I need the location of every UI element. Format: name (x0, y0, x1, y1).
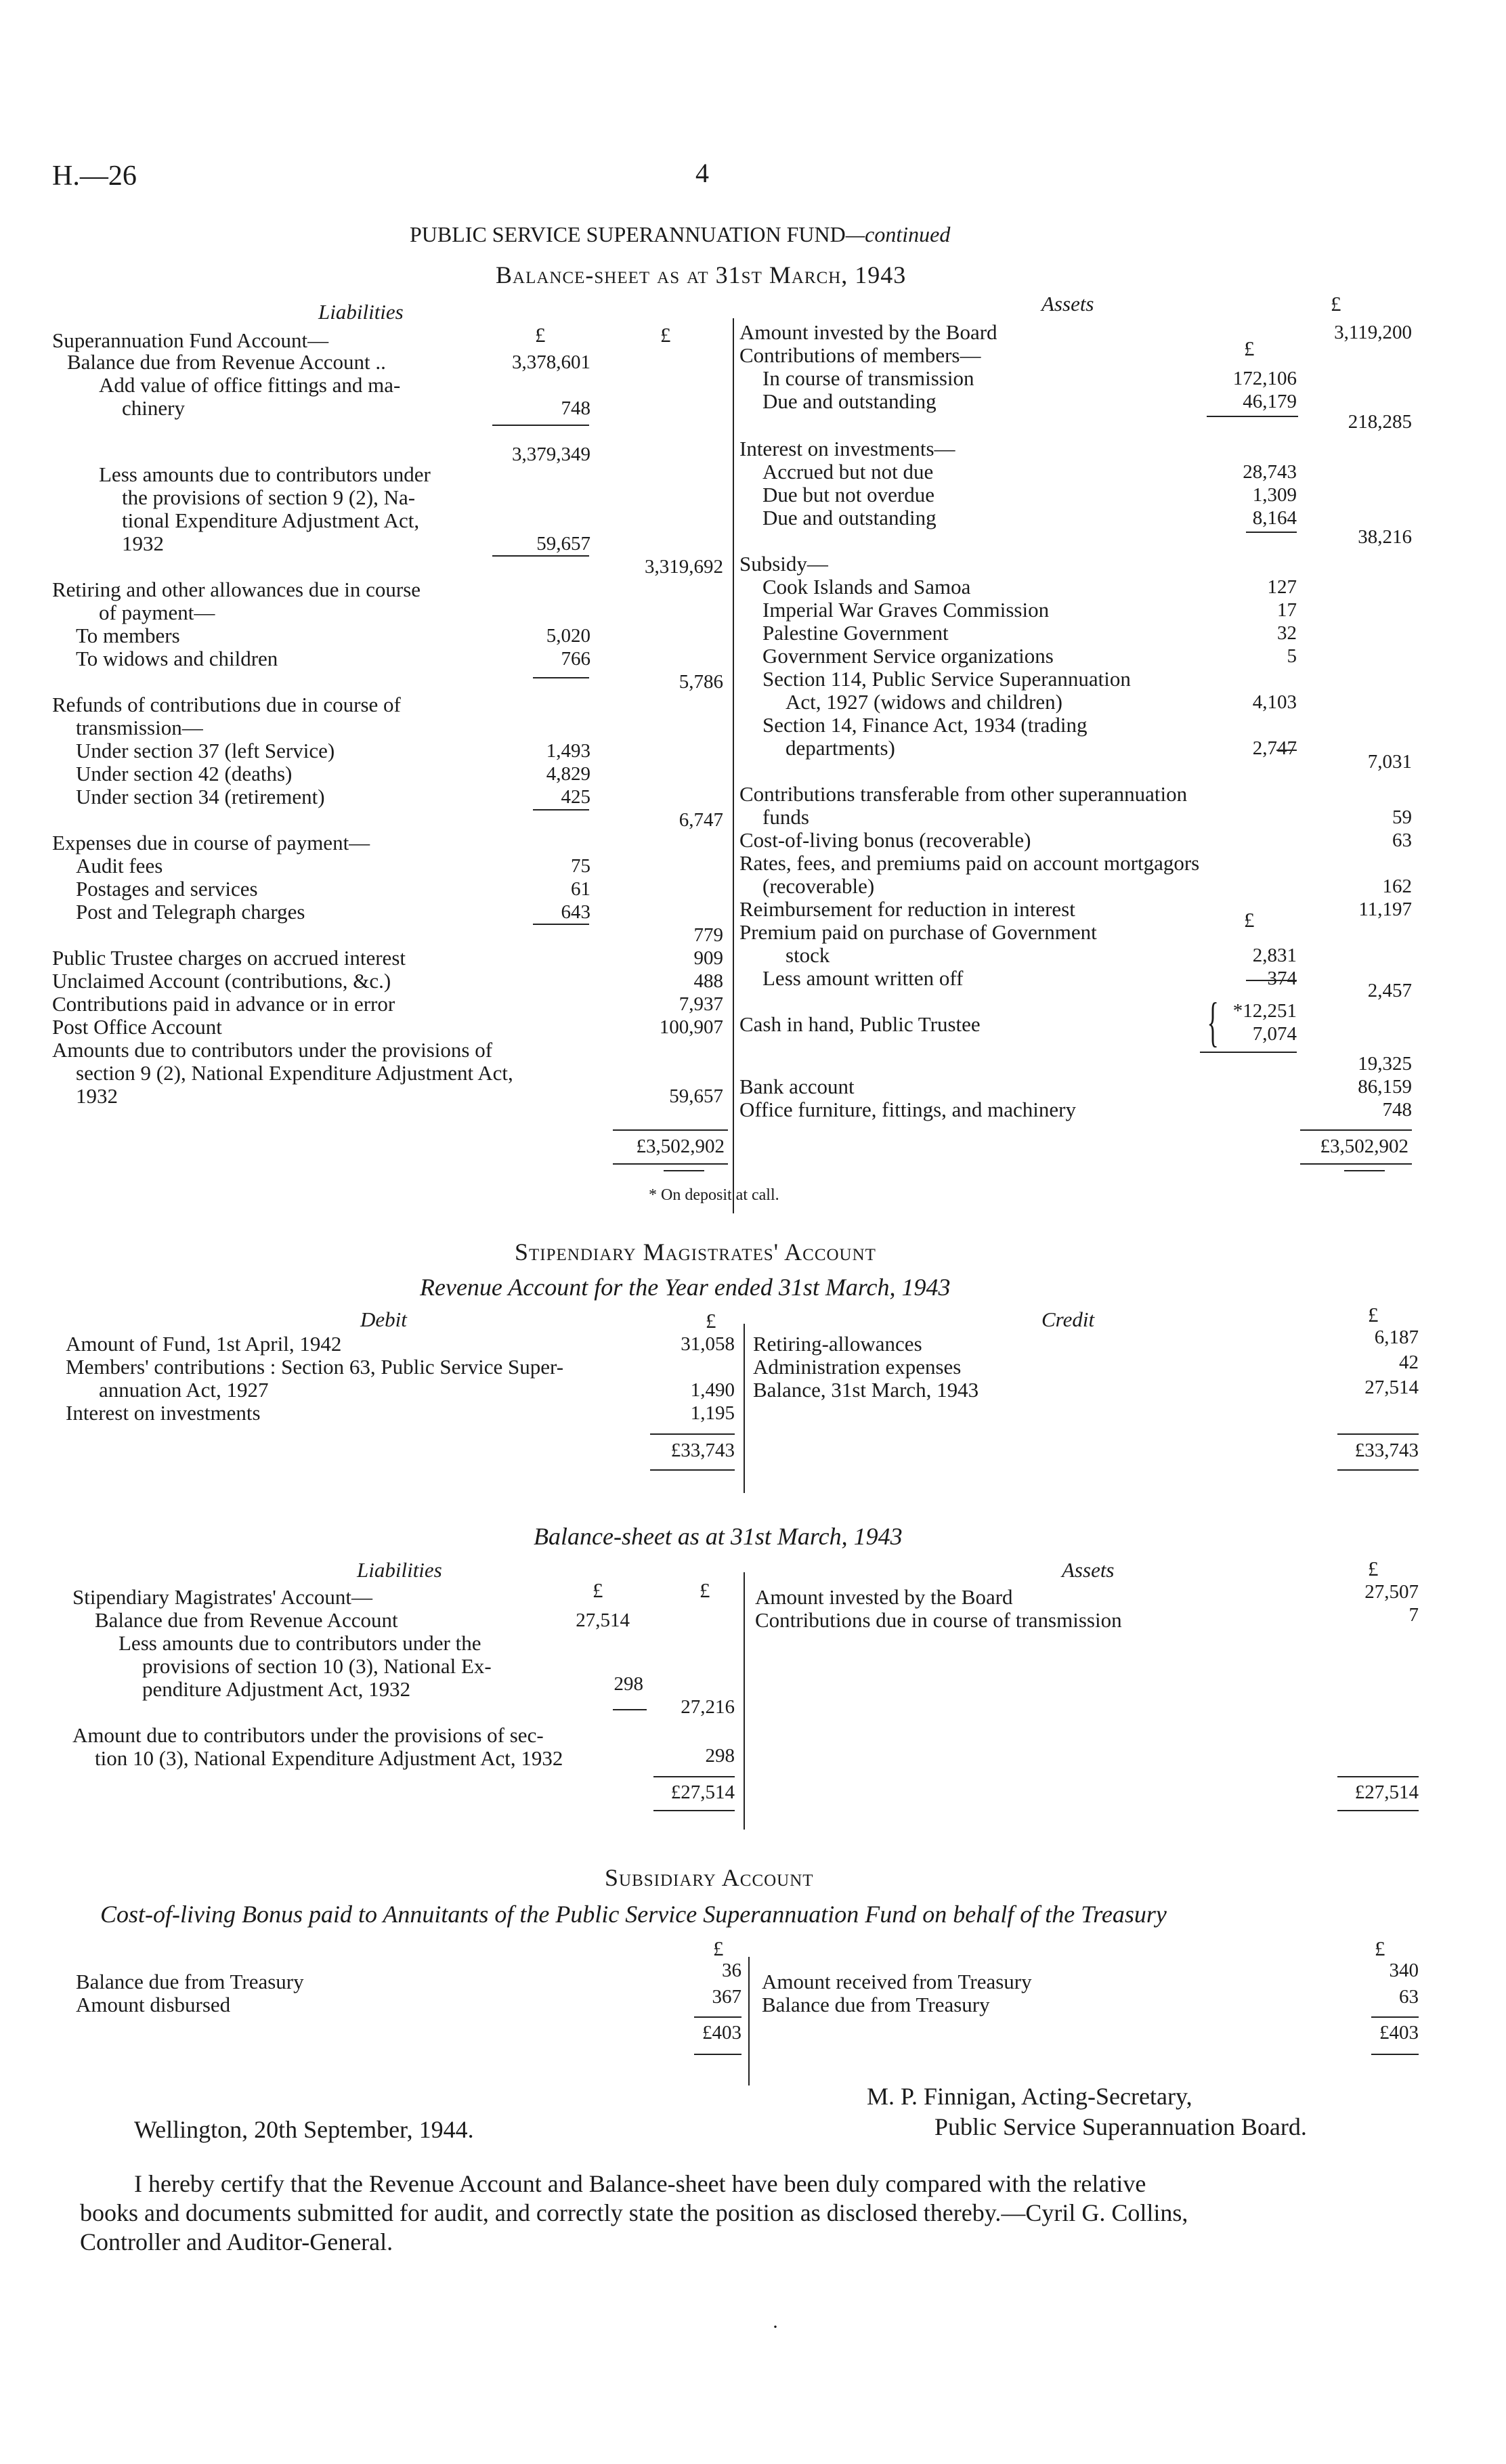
bs1-asset-value: 374 (1267, 968, 1297, 989)
bs1-asset-label: Due but not overdue (762, 483, 934, 506)
stip-credit-value: 6,187 (1374, 1326, 1419, 1348)
bs1-asset-label: Subsidy— (739, 552, 828, 576)
bs1-liability-label: Less amounts due to contributors under (99, 462, 431, 486)
bs1-liabilities-heading: Liabilities (318, 300, 404, 324)
bs1-asset-total-value: 38,216 (1358, 526, 1412, 548)
bs1-liability-total-value: 6,747 (679, 809, 723, 831)
bs1-liability-label: chinery (122, 396, 185, 420)
bs1-asset-total-value: 748 (1382, 1099, 1412, 1121)
bs2-liability-label: penditure Adjustment Act, 1932 (142, 1677, 411, 1701)
rule (533, 809, 589, 810)
bs2-assets-pound: £ (1368, 1557, 1379, 1580)
bs1-asset-label: Amount invested by the Board (739, 320, 997, 344)
bs1-asset-label: Act, 1927 (widows and children) (786, 690, 1062, 714)
bs2-title: Balance-sheet as at 31st March, 1943 (534, 1523, 903, 1550)
bs1-liability-label: the provisions of section 9 (2), Na- (122, 485, 416, 509)
bs2-liability-value: 298 (614, 1673, 643, 1695)
printer-dot: · (772, 2316, 779, 2338)
bs1-asset-value: 28,743 (1243, 461, 1297, 483)
rule (1337, 1776, 1419, 1777)
bs2-liability-label: provisions of section 10 (3), National Ex- (142, 1654, 492, 1678)
fund-title-text: PUBLIC SERVICE SUPERANNUATION FUND (410, 222, 846, 246)
stip-credit-heading: Credit (1041, 1307, 1095, 1331)
bs1-liab-pound-col1: £ (535, 323, 546, 347)
bs1-liabilities-total: £3,502,902 (636, 1136, 725, 1157)
bs1-asset-label: Accrued but not due (762, 460, 934, 483)
bs1-asset-value: 17 (1277, 599, 1297, 621)
bs1-liability-total-value: 909 (693, 947, 723, 969)
stip-debit-value: 1,195 (690, 1402, 735, 1424)
bs1-asset-label: Contributions transferable from other superannuation (739, 782, 1188, 806)
bs1-asset-total-value: 59 (1392, 806, 1412, 828)
stip-revenue-title: Revenue Account for the Year ended 31st March, 1943 (420, 1274, 951, 1301)
bs1-liability-label: To widows and children (76, 647, 278, 670)
bs1-liability-label: Postages and services (76, 877, 258, 901)
fund-title-suffix: —continued (845, 222, 951, 246)
bs1-liability-label: Retiring and other allowances due in course (52, 578, 421, 601)
bs1-center-divider (733, 318, 734, 1213)
stip-debit-pound: £ (706, 1309, 716, 1333)
bs1-asset-total-value: 2,457 (1367, 980, 1412, 1001)
bs1-liability-total-value: 779 (693, 924, 723, 946)
bs1-liability-value: 643 (561, 901, 590, 923)
subs-title: Subsidiary Account (605, 1864, 814, 1891)
bs1-asset-value: 46,179 (1243, 391, 1297, 412)
signatory-organization: Public Service Superannuation Board. (934, 2113, 1307, 2140)
bs1-assets-pound-col1b: £ (1244, 908, 1255, 932)
bs1-liability-value: 3,378,601 (512, 351, 590, 373)
rule (664, 1170, 704, 1171)
stip-debit-heading: Debit (360, 1307, 407, 1331)
brace-icon: { (1207, 993, 1219, 1052)
bs1-asset-label: Due and outstanding (762, 389, 937, 413)
bs2-assets-total: £27,514 (1354, 1781, 1419, 1803)
bs1-liability-label: Unclaimed Account (contributions, &c.) (52, 969, 391, 993)
bs1-liability-label: Refunds of contributions due in course of (52, 693, 401, 716)
subs-left-pound: £ (713, 1937, 724, 1960)
bs1-liability-value: 5,020 (546, 625, 590, 647)
bs2-liability-value: 27,216 (681, 1696, 735, 1718)
bs1-asset-label: (recoverable) (762, 874, 875, 898)
stip-title: Stipendiary Magistrates' Account (515, 1238, 876, 1266)
bs1-liability-label: Add value of office fittings and ma- (99, 373, 401, 397)
subs-left-value: 367 (712, 1986, 741, 2008)
stip-debit-label: Members' contributions : Section 63, Public Service Super- (66, 1355, 564, 1379)
rule (1337, 1810, 1419, 1811)
fund-title (410, 222, 950, 247)
stip-debit-value: 31,058 (681, 1333, 735, 1355)
bs2-assets-heading: Assets (1062, 1558, 1115, 1582)
bs1-asset-value: 172,106 (1232, 368, 1297, 389)
stip-debit-label: Amount of Fund, 1st April, 1942 (66, 1332, 342, 1356)
subs-divider (748, 1957, 750, 2085)
bs2-asset-label: Contributions due in course of transmission (755, 1608, 1122, 1632)
certificate-line-1: I hereby certify that the Revenue Account and Balance-sheet have been duly compared with the relative (134, 2170, 1146, 2197)
bs1-asset-total-value: 3,119,200 (1334, 322, 1412, 343)
bs1-asset-total-value: 162 (1382, 876, 1412, 897)
bs1-asset-total-value: 218,285 (1348, 411, 1412, 433)
subs-right-value: 340 (1389, 1960, 1419, 1981)
bs1-asset-label: Bank account (739, 1075, 855, 1098)
bs1-asset-label: Cost-of-living bonus (recoverable) (739, 828, 1031, 852)
bs1-asset-total-value: 19,325 (1358, 1053, 1412, 1075)
bs1-liability-value: 1,493 (546, 740, 590, 762)
stip-credit-label: Retiring-allowances (753, 1332, 922, 1356)
bs1-asset-label: Cash in hand, Public Trustee (739, 1012, 981, 1036)
bs1-liability-label: Under section 37 (left Service) (76, 739, 335, 762)
bs1-liability-value: 75 (571, 855, 590, 877)
bs1-liability-label: Under section 34 (retirement) (76, 785, 325, 808)
subs-left-label: Amount disbursed (76, 1993, 231, 2016)
certificate-line-2: books and documents submitted for audit, and correctly state the position as disclosed thereby.—Cyril G. Collins, (80, 2199, 1188, 2226)
bs1-liability-total-value: 7,937 (679, 993, 723, 1015)
certificate-line-3: Controller and Auditor-General. (80, 2228, 393, 2255)
bs1-asset-total-value: 86,159 (1358, 1076, 1412, 1098)
rule (1300, 1129, 1412, 1131)
bs1-liability-value: 59,657 (536, 533, 590, 555)
place-and-date: Wellington, 20th September, 1944. (134, 2116, 474, 2143)
bs1-asset-label: Imperial War Graves Commission (762, 598, 1050, 622)
bs2-liability-label: Balance due from Revenue Account (95, 1608, 398, 1632)
rule (1246, 532, 1297, 533)
bs1-asset-label: Rates, fees, and premiums paid on account mortgagors (739, 851, 1200, 875)
bs1-liability-label: Superannuation Fund Account— (52, 328, 329, 352)
bs1-liability-label: Contributions paid in advance or in error (52, 992, 395, 1016)
bs1-asset-label: Premium paid on purchase of Government (739, 920, 1097, 944)
rule (653, 1776, 735, 1777)
bs1-asset-total-value: 63 (1392, 829, 1412, 851)
bs1-asset-label: In course of transmission (762, 366, 974, 390)
subs-left-label: Balance due from Treasury (76, 1970, 304, 1993)
bs1-asset-total-value: 7,031 (1367, 751, 1412, 773)
subs-left-value: 36 (722, 1960, 741, 1981)
bs1-asset-label: departments) (786, 736, 895, 760)
stip-credit-total: £33,743 (1354, 1440, 1419, 1461)
bs1-liability-label: Post Office Account (52, 1015, 222, 1039)
bs1-asset-label: stock (786, 943, 830, 967)
bs1-liability-total-value: 59,657 (669, 1085, 723, 1107)
bs2-liability-label: Less amounts due to contributors under the (119, 1631, 481, 1655)
rule (650, 1433, 735, 1435)
bs1-liability-label: tional Expenditure Adjustment Act, (122, 509, 420, 532)
rule (1337, 1433, 1419, 1435)
stip-debit-value: 1,490 (690, 1379, 735, 1401)
stip-credit-label: Balance, 31st March, 1943 (753, 1378, 979, 1402)
bs1-liability-total-value: 488 (693, 970, 723, 992)
bs1-assets-total: £3,502,902 (1320, 1136, 1408, 1157)
bs1-asset-value: 7,074 (1252, 1023, 1297, 1045)
rule (650, 1469, 735, 1471)
subs-right-pound: £ (1375, 1937, 1385, 1960)
subs-subtitle: Cost-of-living Bonus paid to Annuitants of the Public Service Superannuation Fund on behalf of the Treasury (100, 1901, 1167, 1928)
rule (694, 2054, 741, 2055)
bs2-liabilities-total: £27,514 (670, 1781, 735, 1803)
rule (653, 1810, 735, 1811)
bs1-assets-pound-col1: £ (1244, 337, 1255, 360)
bs1-liability-label: Audit fees (76, 854, 163, 878)
stip-credit-value: 27,514 (1364, 1377, 1419, 1398)
bs1-liability-value: 766 (561, 648, 590, 670)
subs-right-label: Balance due from Treasury (762, 1993, 990, 2016)
bs1-liability-label: of payment— (99, 601, 215, 624)
bs1-asset-label: Section 114, Public Service Superannuation (762, 667, 1131, 691)
bs1-liability-value: 425 (561, 786, 590, 808)
signatory-name: M. P. Finnigan, Acting-Secretary, (867, 2083, 1192, 2110)
bs1-footnote: * On deposit at call. (649, 1186, 779, 1204)
bs2-asset-value: 27,507 (1364, 1581, 1419, 1603)
rule (1246, 980, 1297, 981)
rule (492, 555, 589, 557)
bs1-asset-value: 2,831 (1252, 945, 1297, 966)
subs-right-value: 63 (1399, 1986, 1419, 2008)
bs1-liability-total-value: 100,907 (659, 1016, 723, 1038)
rule (1207, 416, 1298, 417)
bs1-asset-value: 127 (1267, 576, 1297, 598)
rule (1300, 1163, 1412, 1165)
bs2-liab-pound2: £ (700, 1578, 710, 1602)
bs1-asset-label: Reimbursement for reduction in interest (739, 897, 1075, 921)
stip-debit-total: £33,743 (670, 1440, 735, 1461)
bs1-asset-value: 8,164 (1252, 507, 1297, 529)
bs1-asset-value: *12,251 (1232, 1000, 1297, 1022)
rule (1371, 2054, 1419, 2055)
bs1-asset-label: Contributions of members— (739, 343, 981, 367)
bs2-liab-pound1: £ (593, 1578, 603, 1602)
bs1-liability-total-value: 3,319,692 (645, 556, 723, 578)
bs1-liability-value: 61 (571, 878, 590, 900)
rule (613, 1163, 728, 1165)
bs1-assets-heading: Assets (1041, 292, 1094, 316)
rule (492, 425, 589, 426)
bs2-divider (744, 1572, 745, 1830)
rule (1200, 1052, 1297, 1053)
bs1-asset-label: Section 14, Finance Act, 1934 (trading (762, 713, 1088, 737)
page-number: 4 (695, 158, 709, 188)
bs1-asset-label: funds (762, 805, 809, 829)
report-reference: H.—26 (52, 160, 137, 192)
bs1-asset-value: 1,309 (1252, 484, 1297, 506)
bs2-liability-value: 298 (705, 1745, 735, 1767)
bs1-liability-value: 3,379,349 (512, 444, 590, 465)
bs1-asset-label: Palestine Government (762, 621, 949, 645)
bs1-asset-label: Interest on investments— (739, 437, 955, 460)
bs2-asset-label: Amount invested by the Board (755, 1585, 1013, 1609)
bs1-liability-value: 4,829 (546, 763, 590, 785)
bs2-liabilities-heading: Liabilities (357, 1558, 442, 1582)
bs1-asset-label: Less amount written off (762, 966, 964, 990)
bs1-liability-value: 748 (561, 397, 590, 419)
bs1-liability-label: section 9 (2), National Expenditure Adjustment Act, (76, 1061, 513, 1085)
rule (613, 1709, 647, 1710)
rule (1371, 2016, 1419, 2018)
bs1-liability-label: 1932 (122, 532, 164, 555)
bs1-liability-label: Public Trustee charges on accrued interest (52, 946, 406, 970)
rule (1337, 1469, 1419, 1471)
bs1-liability-label: transmission— (76, 716, 203, 739)
stip-debit-label: annuation Act, 1927 (99, 1378, 269, 1402)
bs1-asset-label: Office furniture, fittings, and machinery (739, 1098, 1076, 1121)
rule (533, 924, 589, 925)
subs-right-label: Amount received from Treasury (762, 1970, 1032, 1993)
bs1-liability-label: Post and Telegraph charges (76, 900, 305, 924)
rule (533, 677, 589, 678)
bs2-liability-label: Amount due to contributors under the provisions of sec- (72, 1723, 544, 1747)
bs1-asset-value: 2,747 (1252, 737, 1297, 759)
bs1-liab-pound-col2: £ (660, 323, 671, 347)
bs1-asset-value: 4,103 (1252, 691, 1297, 713)
bs1-liability-label: To members (76, 624, 180, 647)
rule (1344, 1170, 1385, 1171)
bs1-asset-label: Cook Islands and Samoa (762, 575, 971, 599)
bs2-liability-value: 27,514 (576, 1609, 630, 1631)
bs1-liability-label: Amounts due to contributors under the provisions of (52, 1038, 493, 1062)
bs1-liability-label: 1932 (76, 1084, 118, 1108)
bs1-asset-value: 32 (1277, 622, 1297, 644)
bs1-asset-label: Government Service organizations (762, 644, 1054, 668)
stip-divider (744, 1324, 745, 1493)
stip-credit-value: 42 (1399, 1352, 1419, 1373)
bs1-liability-total-value: 5,786 (679, 671, 723, 693)
subs-left-total: £403 (702, 2022, 741, 2044)
stip-credit-pound: £ (1368, 1303, 1379, 1326)
bs1-liability-label: Balance due from Revenue Account .. (67, 350, 386, 374)
rule (613, 1129, 728, 1131)
rule (1276, 750, 1297, 751)
stip-debit-label: Interest on investments (66, 1401, 261, 1425)
subs-right-total: £403 (1379, 2022, 1419, 2044)
bs1-asset-total-value: 11,197 (1358, 899, 1412, 920)
bs2-asset-value: 7 (1408, 1604, 1419, 1626)
stip-credit-label: Administration expenses (753, 1355, 962, 1379)
bs1-liability-label: Under section 42 (deaths) (76, 762, 293, 785)
bs1-title: Balance-sheet as at 31st March, 1943 (496, 261, 907, 288)
bs2-liability-label: Stipendiary Magistrates' Account— (72, 1585, 372, 1609)
bs1-liability-label: Expenses due in course of payment— (52, 831, 370, 855)
rule (694, 2016, 741, 2018)
bs1-asset-label: Due and outstanding (762, 506, 937, 529)
bs1-asset-value: 5 (1287, 645, 1297, 667)
bs2-liability-label: tion 10 (3), National Expenditure Adjustment Act, 1932 (95, 1746, 563, 1770)
bs1-assets-pound-header: £ (1331, 292, 1341, 316)
